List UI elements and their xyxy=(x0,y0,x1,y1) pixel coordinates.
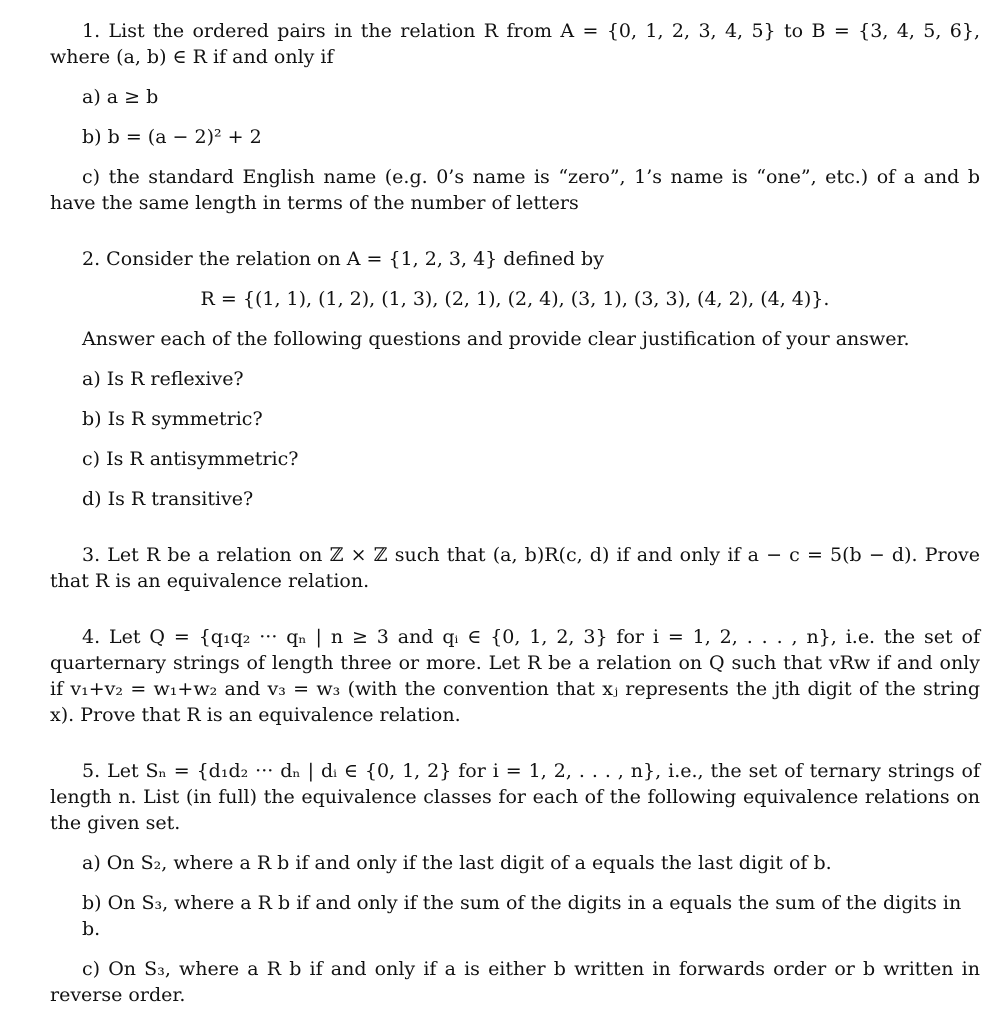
problem-1-part-b: b) b = (a − 2)² + 2 xyxy=(82,126,262,148)
problem-2-intro: 2. Consider the relation on A = {1, 2, 3, 4} defined by xyxy=(82,248,604,270)
problem-4 xyxy=(50,624,980,728)
problem-2-part-b: b) Is R symmetric? xyxy=(82,408,263,430)
problem-5-intro: 5. Let Sₙ = {d₁d₂ ··· dₙ | dᵢ ∈ {0, 1, 2} for i = 1, 2, . . . , n}, i.e., the set of ternary strings of length n. List (in full) the equivalence classes for each of the following equivalence relations on the given set. xyxy=(50,760,980,834)
problem-4-text: 4. Let Q = {q₁q₂ ··· qₙ | n ≥ 3 and qᵢ ∈ {0, 1, 2, 3} for i = 1, 2, . . . , n}, i.e. the set of quarternary strings of length three or more. Let R be a relation on Q such that vRw if and only if v₁+v₂ = w₁+w₂ and v₃ = w₃ (with the convention that xⱼ represents the jth digit of the string x). Prove that R is an equivalence relation. xyxy=(50,626,980,726)
problem-5-part-b: b) On S₃, where a R b if and only if the sum of the digits in a equals the sum of the digits in b. xyxy=(82,892,962,940)
problem-3-text: 3. Let R be a relation on ℤ × ℤ such that (a, b)R(c, d) if and only if a − c = 5(b − d). Prove that R is an equivalence relation. xyxy=(50,544,980,592)
problem-5-part-a: a) On S₂, where a R b if and only if the last digit of a equals the last digit of b. xyxy=(82,852,832,874)
problem-1-part-c: c) the standard English name (e.g. 0’s name is “zero”, 1’s name is “one”, etc.) of a and b have the same length in terms of the number of letters xyxy=(50,166,980,214)
problem-2 xyxy=(50,246,980,512)
problem-2-relation-display: R = {(1, 1), (1, 2), (1, 3), (2, 1), (2, 4), (3, 1), (3, 3), (4, 2), (4, 4)}. xyxy=(200,288,830,310)
problem-2-instruction: Answer each of the following questions and provide clear justification of your answer. xyxy=(82,328,910,350)
problem-1 xyxy=(50,18,980,216)
problem-2-part-a: a) Is R reflexive? xyxy=(82,368,244,390)
problem-3 xyxy=(50,542,980,594)
problem-5-part-c: c) On S₃, where a R b if and only if a is either b written in forwards order or b written in reverse order. xyxy=(50,958,980,1006)
problem-1-part-a: a) a ≥ b xyxy=(82,86,159,108)
problem-sheet xyxy=(50,18,980,1008)
problem-2-part-c: c) Is R antisymmetric? xyxy=(82,448,299,470)
problem-2-part-d: d) Is R transitive? xyxy=(82,488,254,510)
problem-1-intro: 1. List the ordered pairs in the relation R from A = {0, 1, 2, 3, 4, 5} to B = {3, 4, 5, 6}, where (a, b) ∈ R if and only if xyxy=(50,20,980,68)
problem-5 xyxy=(50,758,980,1008)
